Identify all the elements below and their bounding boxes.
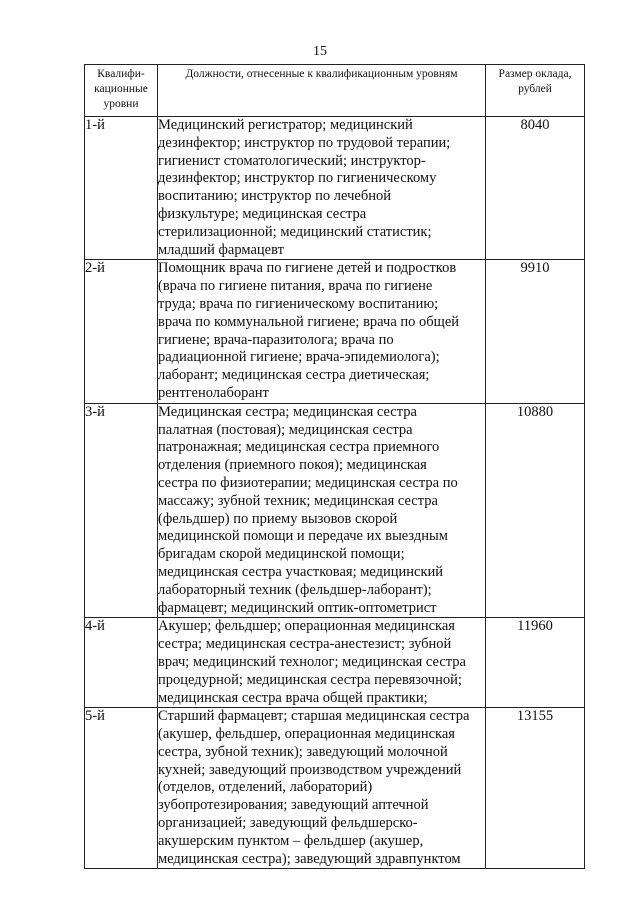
table-row bbox=[85, 117, 585, 260]
header-salary bbox=[486, 65, 585, 117]
salary-cell: 11960 bbox=[486, 618, 585, 708]
position-line: дезинфектор; инструктор по гигиеническому bbox=[158, 170, 437, 187]
position-line: Помощник врача по гигиене детей и подростков bbox=[158, 260, 457, 277]
level-cell: 3-й bbox=[85, 403, 158, 618]
position-line: лабораторный техник (фельдшер-лаборант); bbox=[158, 581, 432, 598]
position-line: организацией; заведующий фельдшерско- bbox=[158, 815, 418, 832]
table-row bbox=[85, 618, 585, 708]
position-line: (акушер, фельдшер, операционная медицинская bbox=[158, 726, 455, 743]
level-cell: 4-й bbox=[85, 618, 158, 708]
position-line: акушерским пунктом – фельдшер (акушер, bbox=[158, 832, 424, 849]
position-line: дезинфектор; инструктор по трудовой терапии; bbox=[158, 134, 451, 151]
position-line: отделения (приемного покоя); медицинская bbox=[158, 457, 427, 474]
table-header-row bbox=[85, 65, 585, 117]
header-level-line: Квалифи- bbox=[97, 68, 145, 80]
position-line: сестра по физиотерапии; медицинская сестра по bbox=[158, 474, 458, 491]
position-line: (отделов, отделений, лабораторий) bbox=[158, 779, 373, 796]
position-line: воспитанию; инструктор по лечебной bbox=[158, 188, 391, 205]
position-line: Старший фармацевт; старшая медицинская сестра bbox=[158, 708, 470, 725]
positions-cell bbox=[158, 117, 486, 260]
position-line: кухней; заведующий производством учреждений bbox=[158, 761, 462, 778]
positions-cell bbox=[158, 708, 486, 869]
position-line: Медицинский регистратор; медицинский bbox=[158, 117, 413, 133]
position-line: бригадам скорой медицинской помощи; bbox=[158, 546, 405, 563]
position-line: младший фармацевт bbox=[158, 241, 284, 258]
position-line: массажу; зубной техник; медицинская сестра bbox=[158, 492, 438, 509]
position-line: гигиенист стоматологический; инструктор- bbox=[158, 152, 426, 169]
level-cell: 5-й bbox=[85, 708, 158, 869]
position-line: патронажная; медицинская сестра приемного bbox=[158, 439, 440, 456]
header-level-line: уровни bbox=[103, 98, 139, 110]
position-line: рентгенолаборант bbox=[158, 384, 269, 401]
header-salary-line: рублей bbox=[518, 83, 552, 95]
header-level bbox=[85, 65, 158, 117]
page-number: 15 bbox=[313, 44, 327, 59]
level-cell: 2-й bbox=[85, 260, 158, 403]
position-line: врача по коммунальной гигиене; врача по общей bbox=[158, 313, 460, 330]
position-line: (врача по гигиене питания, врача по гигиене bbox=[158, 278, 433, 295]
position-line: врач; медицинский технолог; медицинская сестра bbox=[158, 653, 466, 670]
salary-cell: 8040 bbox=[486, 117, 585, 260]
position-line: стерилизационной; медицинский статистик; bbox=[158, 223, 432, 240]
position-line: труда; врача по гигиеническому воспитанию; bbox=[158, 295, 439, 312]
position-line: Акушер; фельдшер; операционная медицинская bbox=[158, 618, 455, 635]
salary-cell: 13155 bbox=[486, 708, 585, 869]
positions-cell bbox=[158, 260, 486, 403]
header-level-line: кационные bbox=[94, 83, 148, 95]
salary-cell: 9910 bbox=[486, 260, 585, 403]
position-line: процедурной; медицинская сестра перевязочной; bbox=[158, 671, 462, 688]
qualification-levels-table bbox=[84, 64, 585, 869]
position-line: физкультуре; медицинская сестра bbox=[158, 205, 367, 222]
header-positions: Должности, отнесенные к квалификационным уровням bbox=[158, 65, 486, 117]
position-line: Медицинская сестра; медицинская сестра bbox=[158, 403, 417, 420]
position-line: медицинской помощи и передаче их выездным bbox=[158, 528, 448, 545]
position-line: (фельдшер) по приему вызовов скорой bbox=[158, 510, 398, 527]
position-line: медицинская сестра); заведующий здравпунктом bbox=[158, 850, 461, 867]
position-line: зубопротезирования; заведующий аптечной bbox=[158, 797, 429, 814]
positions-cell bbox=[158, 403, 486, 618]
level-cell: 1-й bbox=[85, 117, 158, 260]
salary-cell: 10880 bbox=[486, 403, 585, 618]
positions-cell bbox=[158, 618, 486, 708]
position-line: медицинская сестра врача общей практики; bbox=[158, 689, 428, 706]
position-line: лаборант; медицинская сестра диетическая; bbox=[158, 367, 430, 384]
table-row bbox=[85, 260, 585, 403]
position-line: сестра; медицинская сестра-анестезист; зубной bbox=[158, 636, 452, 653]
table-row bbox=[85, 403, 585, 618]
position-line: палатная (постовая); медицинская сестра bbox=[158, 421, 413, 438]
position-line: фармацевт; медицинский оптик-оптометрист bbox=[158, 599, 437, 616]
position-line: радиационной гигиене; врача-эпидемиолога); bbox=[158, 349, 440, 366]
position-line: гигиене; врача-паразитолога; врача по bbox=[158, 331, 394, 348]
position-line: медицинская сестра участковая; медицинский bbox=[158, 563, 444, 580]
table-body bbox=[85, 117, 585, 869]
header-salary-line: Размер оклада, bbox=[498, 68, 572, 80]
position-line: сестра, зубной техник); заведующий молочной bbox=[158, 743, 448, 760]
table-row bbox=[85, 708, 585, 869]
